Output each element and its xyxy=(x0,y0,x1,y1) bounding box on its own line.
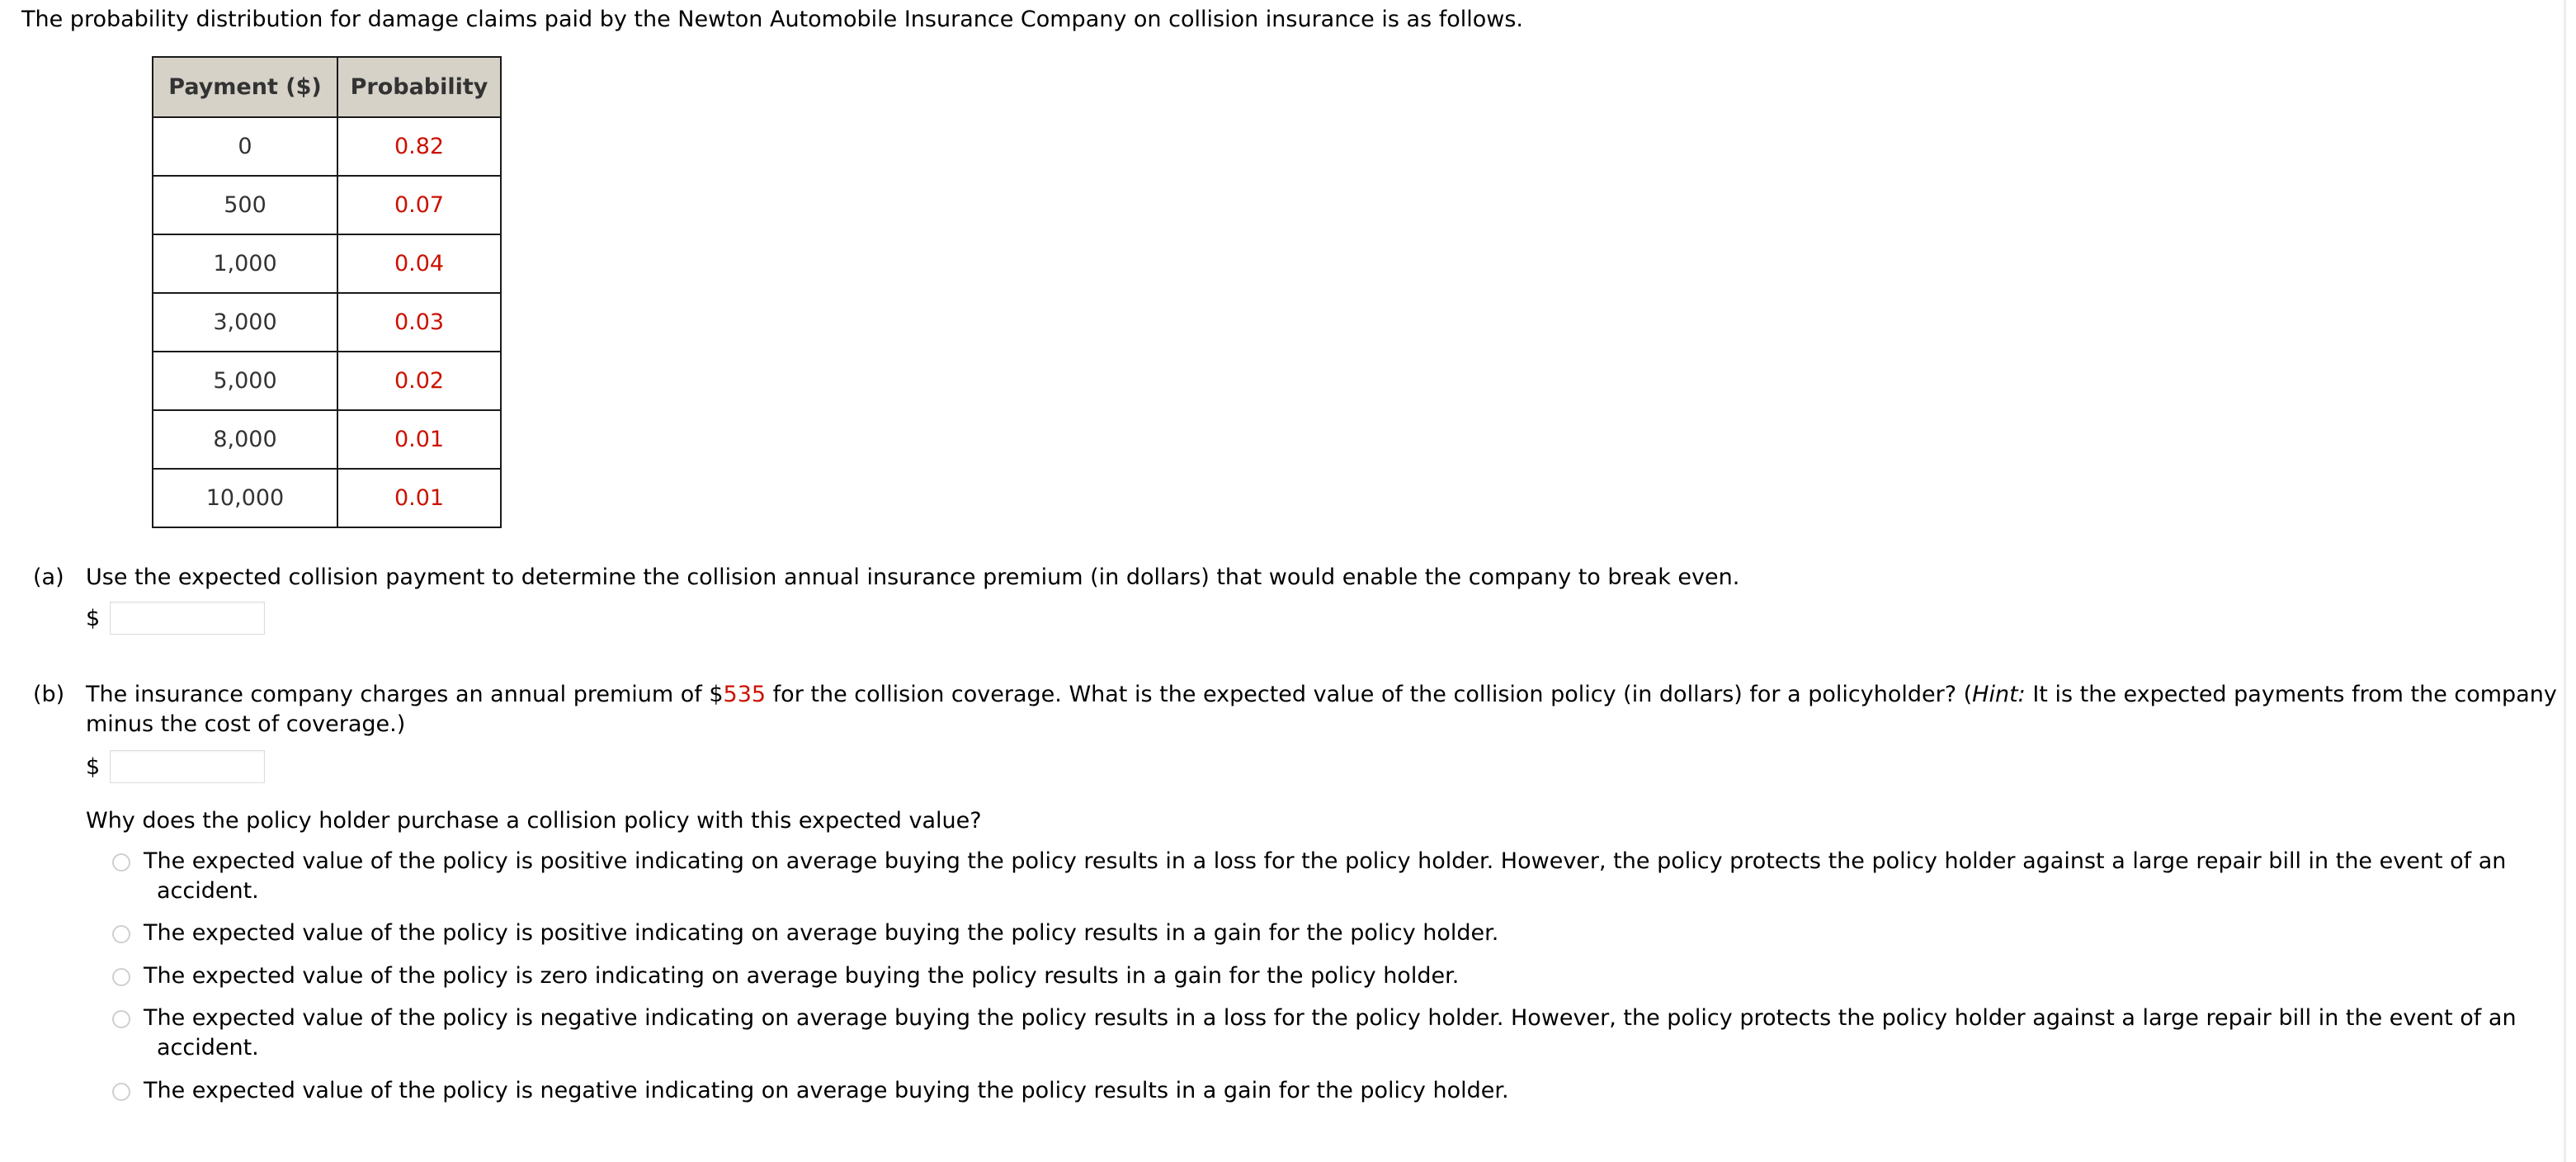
payment-column-header: Payment ($) xyxy=(153,57,337,117)
option-text: The expected value of the policy is zero indicating on average buying the policy results in a gain for the policy holder. xyxy=(144,963,1460,989)
part-a-label: (a) xyxy=(33,564,64,590)
option-text: The expected value of the policy is negative indicating on average buying the policy results in a gain for the policy holder. xyxy=(144,1078,1509,1103)
part-b-question-line2: minus the cost of coverage.) xyxy=(86,711,406,737)
part-a-currency-symbol: $ xyxy=(86,606,101,631)
hint-text: It is the expected payments from the company xyxy=(2025,682,2557,707)
probability-cell: 0.03 xyxy=(337,293,501,352)
table-row xyxy=(153,293,501,352)
radio-button[interactable] xyxy=(112,853,130,872)
probability-cell: 0.01 xyxy=(337,469,501,527)
payment-cell: 3,000 xyxy=(153,293,337,352)
table-row xyxy=(153,469,501,527)
payment-cell: 500 xyxy=(153,176,337,234)
table-row xyxy=(153,410,501,469)
table-row xyxy=(153,352,501,410)
part-a-answer-input[interactable] xyxy=(110,602,265,635)
probability-cell: 0.07 xyxy=(337,176,501,234)
hint-label: Hint: xyxy=(1972,682,2026,707)
probability-cell: 0.02 xyxy=(337,352,501,410)
part-b-text-before: The insurance company charges an annual premium of $ xyxy=(86,682,724,707)
right-edge-divider xyxy=(2564,0,2566,1162)
part-b-text-after: for the collision coverage. What is the expected value of the collision policy (in dollars) for a policyholder? ( xyxy=(766,682,1973,707)
probability-distribution-table xyxy=(152,56,502,528)
payment-cell: 10,000 xyxy=(153,469,337,527)
part-b-answer-input[interactable] xyxy=(110,750,265,783)
option-text: The expected value of the policy is positive indicating on average buying the policy results in a loss for the policy holder. However, the policy protects the policy holder against a large repair bill in the event of an xyxy=(144,848,2507,874)
radio-button[interactable] xyxy=(112,925,130,943)
part-b-question xyxy=(86,680,2557,710)
table-row xyxy=(153,117,501,176)
table-row xyxy=(153,234,501,293)
why-question: Why does the policy holder purchase a collision policy with this expected value? xyxy=(86,808,982,834)
part-b-label: (b) xyxy=(33,682,65,707)
problem-intro: The probability distribution for damage claims paid by the Newton Automobile Insurance Company on collision insurance is as follows. xyxy=(21,7,1523,32)
radio-button[interactable] xyxy=(112,968,130,986)
radio-button[interactable] xyxy=(112,1083,130,1101)
option-text-continued: accident. xyxy=(157,1035,259,1060)
payment-cell: 1,000 xyxy=(153,234,337,293)
radio-button[interactable] xyxy=(112,1010,130,1028)
table-header-row xyxy=(153,57,501,117)
part-b-currency-symbol: $ xyxy=(86,754,101,780)
probability-cell: 0.82 xyxy=(337,117,501,176)
payment-cell: 5,000 xyxy=(153,352,337,410)
table-row xyxy=(153,176,501,234)
probability-cell: 0.04 xyxy=(337,234,501,293)
payment-cell: 0 xyxy=(153,117,337,176)
option-text: The expected value of the policy is positive indicating on average buying the policy results in a gain for the policy holder. xyxy=(144,920,1499,946)
payment-cell: 8,000 xyxy=(153,410,337,469)
option-text-continued: accident. xyxy=(157,878,259,904)
part-a-question: Use the expected collision payment to determine the collision annual insurance premium (in dollars) that would enable the company to break even. xyxy=(86,564,1740,590)
premium-value: 535 xyxy=(723,682,767,707)
probability-column-header: Probability xyxy=(337,57,501,117)
probability-cell: 0.01 xyxy=(337,410,501,469)
option-text: The expected value of the policy is negative indicating on average buying the policy results in a loss for the policy holder. However, the policy protects the policy holder against a large repair bill in the event of an xyxy=(144,1005,2517,1031)
